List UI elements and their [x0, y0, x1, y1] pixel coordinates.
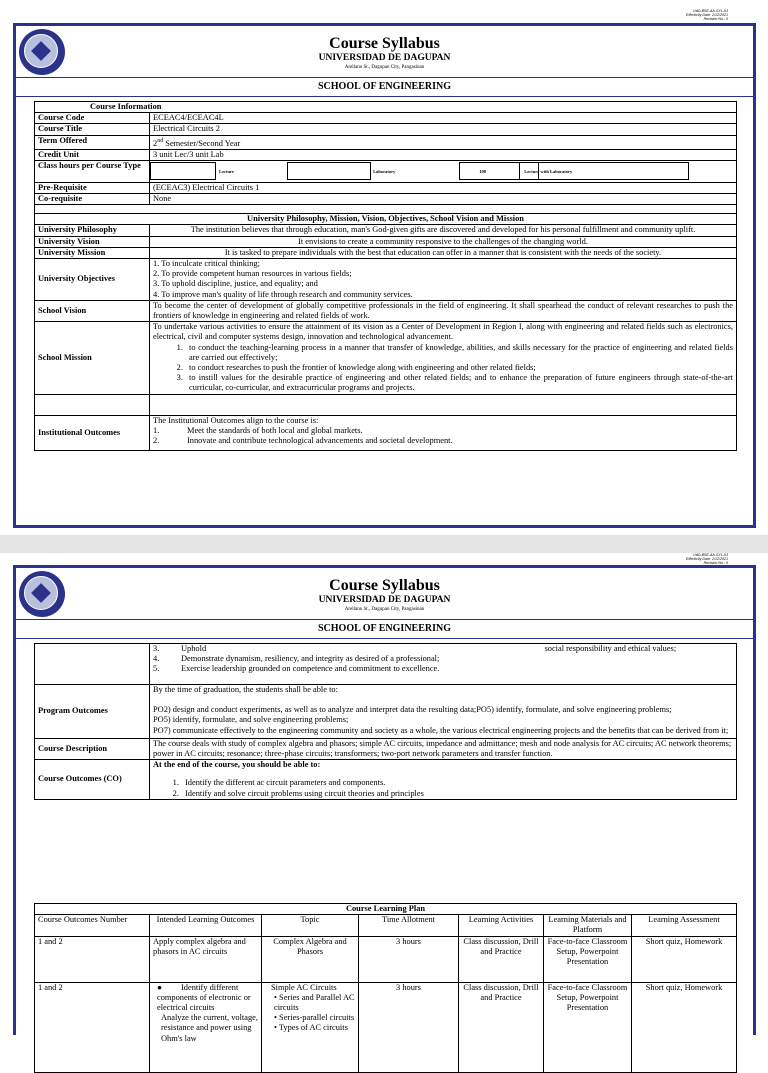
school-divider: [16, 96, 753, 97]
course-title-label: Course Title: [35, 124, 150, 135]
philosophy-label: University Philosophy: [35, 225, 150, 236]
learning-plan-table: [34, 903, 737, 1073]
io-intro: The Institutional Outcomes align to the course is:: [153, 415, 319, 425]
school-vision-text: To become the center of development of globally competitive professionals in the field of engineering. It shall spearhead the conduct of relevant researches to push the frontiers of knowledge in engineering and related fields of work.: [150, 300, 737, 321]
philosophy-heading: University Philosophy, Mission, Vision, Objectives, School Vision and Mission: [35, 214, 737, 225]
io-item-number: 3.: [153, 644, 160, 653]
term-text: Semester/Second Year: [163, 138, 241, 148]
document-code: [686, 9, 728, 21]
hours-total: 108: [479, 169, 486, 175]
desc-text: The course deals with study of complex algebra and phasors; simple AC circuits, impedance and admittance; mesh and node analysis for AC circuits; AC network theorems; power in AC circuits; resonance; three-phase circuits; transformers; two-port network parameters and transfer function.: [150, 738, 737, 759]
plan-header-assessment: Learning Assessment: [632, 915, 737, 936]
doc-code-line: UdD-BSE-AA-SYL-03: [693, 9, 728, 13]
objectives-list: [150, 259, 737, 301]
term-label: Term Offered: [35, 135, 150, 149]
term-suffix: nd: [157, 137, 164, 144]
university-address: Arellano St., Dagupan City, Pangasinan: [344, 607, 425, 612]
spacer-row: [35, 205, 737, 214]
io-item-text: Demonstrate dynamism, resiliency, and integrity as desired of a professional;: [181, 654, 440, 664]
io-item: [153, 664, 733, 674]
bullet-icon: ●: [157, 982, 163, 992]
table-row: [35, 982, 737, 1072]
school-mission-item: 1. to conduct the teaching-learning process in a manner that transfer of knowledge, abilities, and skills necessary for the practice of engineering and related fields are carried out effectively;: [185, 343, 733, 363]
plan-topic-head: Simple AC Circuits: [271, 982, 337, 992]
school-mission-intro: To undertake various activities to ensure the attainment of its vision as a Center of Development in Region I, along with engineering and related fields such as electronics, electrical, civil and computer systems design, innovation and technological advancement.: [153, 322, 733, 342]
plan-ilo: [150, 982, 262, 1072]
io-continued: [150, 644, 737, 685]
school-mission-text: [150, 322, 737, 394]
page-gap: [0, 535, 768, 553]
co-item: 1. Identify the different ac circuit parameters and components.: [181, 778, 733, 788]
plan-assessment: Short quiz, Homework: [632, 982, 737, 1072]
school-mission-item: 2. to conduct researches to push the frontier of knowledge along with engineering and other related fields;: [185, 363, 733, 373]
plan-ilo-text: Identify different components of electronic or electrical circuits: [157, 982, 251, 1013]
io-item-number: 5.: [153, 664, 160, 674]
page-frame: [13, 565, 756, 1043]
plan-header-ilo: Intended Learning Outcomes: [150, 915, 262, 936]
io-item-text: Innovate and contribute technological advancements and societal development.: [187, 436, 453, 446]
plan-activities: Class discussion, Drill and Practice: [459, 936, 544, 982]
io-item: [153, 436, 733, 446]
bullet-icon: •: [274, 1023, 279, 1033]
hours-value: [150, 160, 737, 182]
page-title: Course Syllabus: [329, 35, 440, 52]
plan-activities: Class discussion, Drill and Practice: [459, 982, 544, 1072]
coreq-value: None: [150, 194, 737, 205]
objective-item: 1. To inculcate critical thinking;: [153, 259, 260, 269]
co-intro: At the end of the course, you should be able to:: [153, 760, 321, 770]
page-frame: [13, 23, 756, 528]
blank-cell: [150, 394, 737, 415]
mission-text: It is tasked to prepare individuals with the best that education can offer in a manner that is consistent with the needs of the society.: [150, 247, 737, 258]
plan-topic-item: [265, 1013, 355, 1023]
doc-revision: Revision No.: 0: [703, 17, 728, 21]
plan-assessment: Short quiz, Homework: [632, 936, 737, 982]
io-label: Institutional Outcomes: [35, 415, 150, 450]
plan-time: 3 hours: [359, 936, 459, 982]
bullet-icon: •: [274, 992, 280, 1002]
vision-text: It envisions to create a community responsive to the challenges of the changing world.: [150, 236, 737, 247]
hours-lec-lab-label: Lecture with Laboratory: [524, 169, 573, 175]
po-intro: By the time of graduation, the students shall be able to:: [153, 685, 338, 694]
syllabus-page-2: [0, 553, 768, 1043]
io-item-text: Meet the standards of both local and global markets.: [187, 425, 363, 435]
university-name: UNIVERSIDAD DE DAGUPAN: [318, 53, 451, 63]
plan-header-time: Time Allotment: [359, 915, 459, 936]
io-item-number: 2.: [153, 436, 160, 446]
co-item: 2. Identify and solve circuit problems using circuit theories and principles: [181, 789, 733, 799]
plan-time: 3 hours: [359, 982, 459, 1072]
term-value: [150, 135, 737, 149]
coreq-label: Co-requisite: [35, 194, 150, 205]
plan-header-topic: Topic: [262, 915, 359, 936]
credit-value: 3 unit Lec/3 unit Lab: [150, 149, 737, 160]
io-item-text: Uphold: [181, 644, 207, 653]
io-item-tail: social responsibility and ethical values;: [544, 644, 677, 653]
school-divider: [16, 638, 753, 639]
hours-lab-label: Laboratory: [373, 169, 396, 175]
table-row: [35, 936, 737, 982]
plan-ilo-text: Analyze the current, voltage, resistance and power using Ohm's law: [161, 1013, 258, 1043]
university-address: Arellano St., Dagupan City, Pangasinan: [344, 65, 425, 70]
plan-topic-text: Series-parallel circuits: [279, 1013, 355, 1023]
po-item: PO7) communicate effectively to the engineering community and society as a whole, the various electrical engineering projects and the benefits that can be derived from it;: [153, 725, 729, 735]
term-number: 2: [153, 138, 158, 148]
school-name: SCHOOL OF ENGINEERING: [318, 623, 451, 634]
plan-header-materials: Learning Materials and Platform: [544, 915, 632, 936]
io-item-text: Exercise leadership grounded on competence and commitment to excellence.: [181, 664, 440, 674]
plan-topic: Complex Algebra and Phasors: [262, 936, 359, 982]
school-name: SCHOOL OF ENGINEERING: [318, 81, 451, 92]
io-item-number: 4.: [153, 654, 160, 664]
header-divider: [16, 77, 753, 78]
blank-cell: [35, 644, 150, 685]
io-item-number: 1.: [153, 425, 160, 435]
doc-revision: Revision No.: 0: [703, 561, 728, 565]
plan-materials: Face-to-face Classroom Setup, Powerpoint Presentation: [544, 982, 632, 1072]
syllabus-page-1: [0, 0, 768, 535]
plan-topic: [262, 982, 359, 1072]
desc-label: Course Description: [35, 738, 150, 759]
objective-item: 2. To provide competent human resources in various fields;: [153, 269, 352, 279]
hours-label: Class hours per Course Type: [35, 160, 150, 182]
objectives-label: University Objectives: [35, 259, 150, 301]
prereq-value: (ECEAC3) Electrical Circuits 1: [150, 182, 737, 193]
po-label: Program Outcomes: [35, 685, 150, 739]
credit-label: Credit Unit: [35, 149, 150, 160]
document-code: [686, 553, 728, 565]
course-code-label: Course Code: [35, 113, 150, 124]
doc-effectivity-date: Effectivity Date: 2/12/2021: [686, 557, 728, 561]
io-item: [153, 426, 733, 436]
school-mission-item: 3. to instill values for the desirable practice of engineering and other related fields; and to enhance the preparation of future engineers through state-of-the-art curricular, co-curricular, and extracurricular programs and projects.: [185, 373, 733, 393]
prereq-label: Pre-Requisite: [35, 182, 150, 193]
mission-label: University Mission: [35, 247, 150, 258]
plan-heading: Course Learning Plan: [35, 904, 737, 915]
university-name: UNIVERSIDAD DE DAGUPAN: [318, 595, 451, 605]
course-info-table: [34, 101, 737, 451]
io-item: [153, 654, 733, 664]
io-item: [153, 644, 733, 654]
header-divider: [16, 619, 753, 620]
po-text: [150, 685, 737, 739]
school-mission-label: School Mission: [35, 322, 150, 394]
hours-lecture-label: Lecture: [219, 169, 234, 175]
philosophy-text: The institution believes that through education, man's God-given gifts are discovered and developed for his personal fulfillment and community uplift.: [150, 225, 737, 236]
course-info-heading: Course Information: [35, 102, 737, 113]
plan-ilo: Apply complex algebra and phasors in AC circuits: [150, 936, 262, 982]
plan-ilo-item: [153, 983, 258, 1014]
plan-co: 1 and 2: [35, 936, 150, 982]
page-title: Course Syllabus: [329, 577, 440, 594]
objective-item: 3. To uphold discipline, justice, and equality; and: [153, 279, 318, 289]
course-code-value: ECEAC4/ECEAC4L: [150, 113, 737, 124]
course-title-value: Electrical Circuits 2: [150, 124, 737, 135]
plan-topic-text: Series and Parallel AC circuits: [274, 992, 355, 1013]
school-vision-label: School Vision: [35, 300, 150, 321]
po-item: PO5) identify, formulate, and solve engineering problems;: [153, 715, 349, 725]
blank-cell: [35, 394, 150, 415]
doc-effectivity-date: Effectivity Date: 2/12/2021: [686, 13, 728, 17]
po-item: PO2) design and conduct experiments, as well as to analyze and interpret data the resulting data;PO5) identify, formulate, and solve engineering problems;: [153, 705, 672, 715]
io-list: [150, 415, 737, 450]
objective-item: 4. To improve man's quality of life through research and community services.: [153, 289, 413, 299]
plan-topic-item: [265, 993, 355, 1013]
bullet-icon: •: [274, 1013, 280, 1023]
vision-label: University Vision: [35, 236, 150, 247]
plan-header-activities: Learning Activities: [459, 915, 544, 936]
outcomes-table: [34, 643, 737, 800]
plan-topic-item: [265, 1023, 355, 1033]
plan-co: 1 and 2: [35, 982, 150, 1072]
co-list: [150, 760, 737, 800]
doc-code-line: UdD-BSE-AA-SYL-03: [693, 553, 728, 557]
co-label: Course Outcomes (CO): [35, 760, 150, 800]
plan-topic-text: Types of AC circuits: [278, 1023, 348, 1033]
plan-header-co: Course Outcomes Number: [35, 915, 150, 936]
plan-materials: Face-to-face Classroom Setup, Powerpoint Presentation: [544, 936, 632, 982]
